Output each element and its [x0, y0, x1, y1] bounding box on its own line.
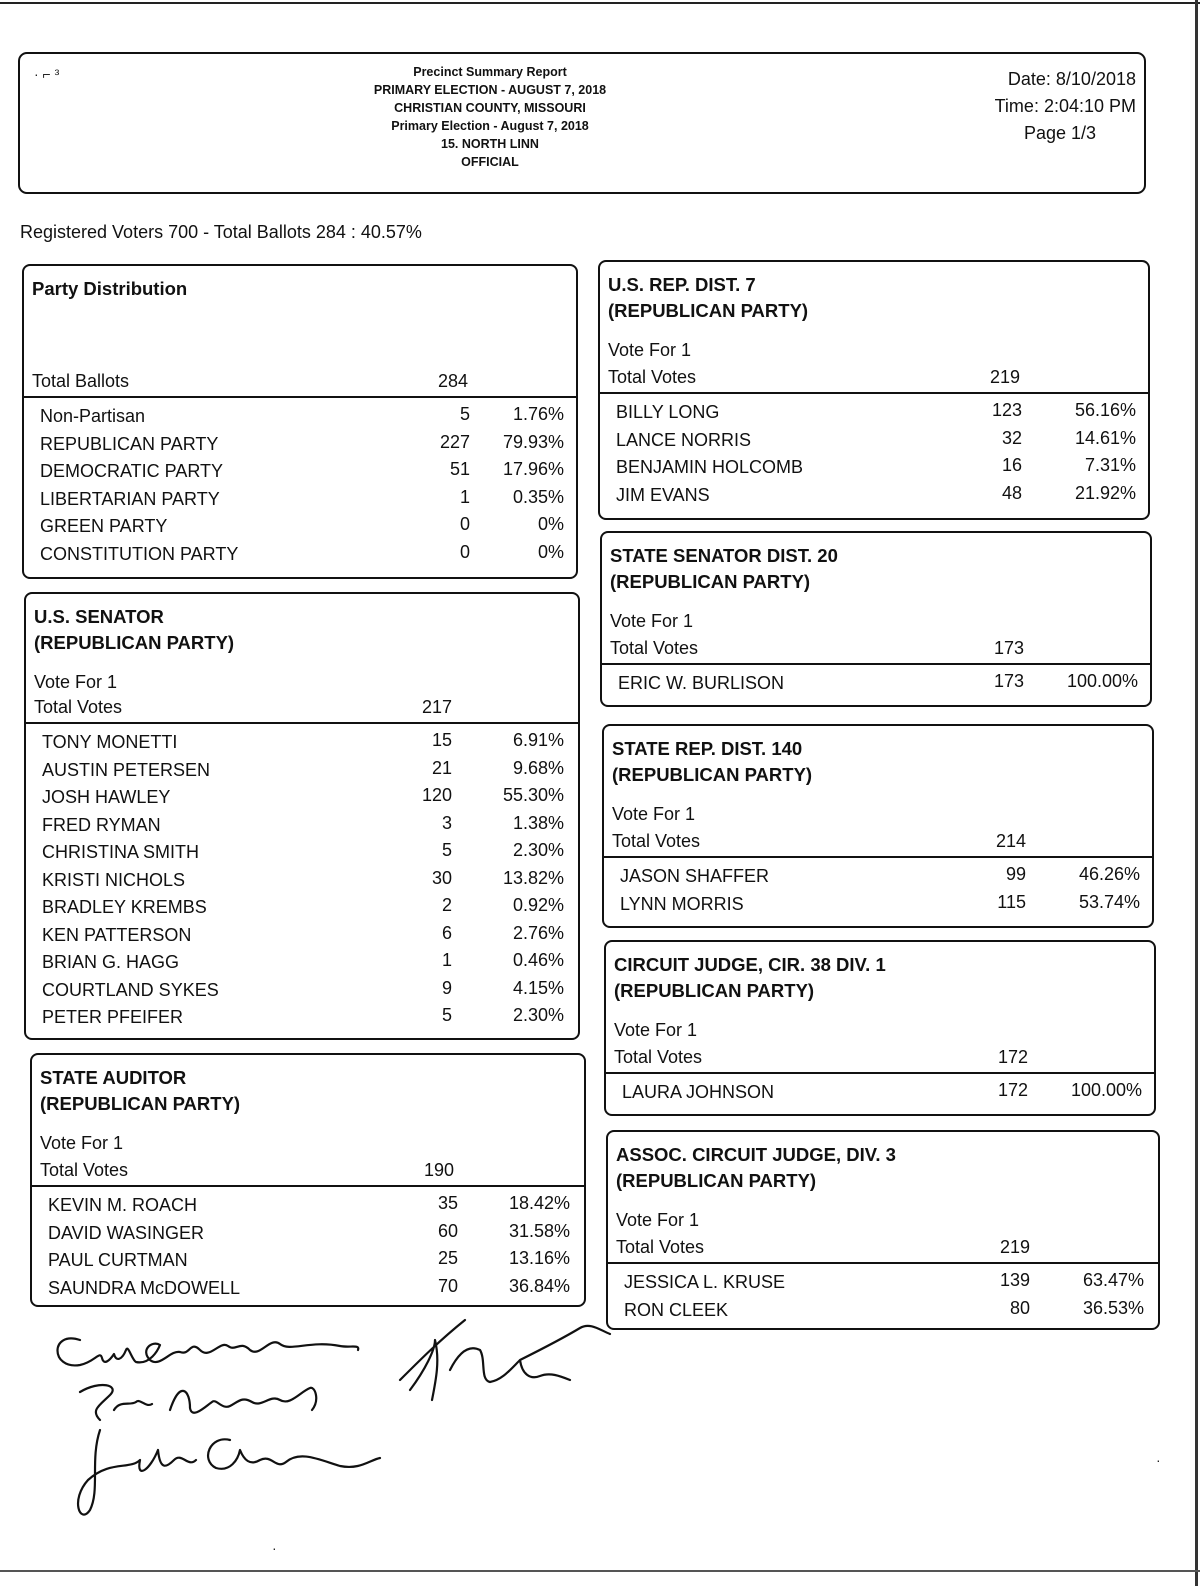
table-row	[26, 840, 578, 868]
candidate-percent: 2.30%	[512, 840, 564, 860]
table-row	[604, 892, 1152, 920]
table-row	[26, 813, 578, 841]
vote-for-label: Vote For 1	[608, 340, 692, 360]
candidate-percent: 56.16%	[1074, 400, 1136, 420]
table-row	[26, 895, 578, 923]
candidate-percent: 55.30%	[502, 785, 564, 805]
us-senator-header	[26, 594, 578, 724]
signature-2	[80, 1385, 316, 1420]
candidate-name: LANCE NORRIS	[616, 429, 752, 450]
candidate-votes: 80	[1009, 1297, 1030, 1318]
total-votes-value: 173	[993, 638, 1024, 658]
candidate-name: LAURA JOHNSON	[622, 1082, 775, 1102]
us-senator-box	[24, 592, 580, 1040]
state-rep-rows	[604, 858, 1152, 919]
candidate-percent: 7.31%	[1084, 455, 1136, 475]
table-row	[600, 400, 1148, 428]
party-distribution-title: Party Distribution	[32, 278, 188, 299]
candidate-votes: 115	[997, 891, 1026, 912]
us-rep-box	[598, 260, 1150, 520]
row-percent: 0.35%	[512, 486, 564, 507]
candidate-percent: 36.84%	[508, 1275, 570, 1296]
party-distribution-box	[22, 264, 578, 579]
table-row	[602, 671, 1150, 699]
candidate-name: TONY MONETTI	[42, 732, 178, 752]
precinct-name: 15. NORTH LINN	[441, 137, 539, 151]
table-row	[600, 483, 1148, 511]
contest-party-line: (REPUBLICAN PARTY)	[34, 632, 235, 653]
table-row	[26, 868, 578, 896]
vote-for-label: Vote For 1	[616, 1210, 700, 1230]
row-votes: 1	[459, 486, 470, 507]
total-votes-label: Total Votes	[614, 1047, 703, 1067]
candidate-percent: 100.00%	[1070, 1080, 1142, 1100]
total-votes-label: Total Votes	[610, 638, 699, 658]
party-distribution-rows	[24, 398, 576, 569]
row-name: GREEN PARTY	[40, 516, 168, 536]
row-percent: 0%	[537, 541, 564, 562]
table-row	[26, 978, 578, 1006]
table-row	[608, 1298, 1158, 1326]
contest-title	[614, 952, 886, 1004]
state-senator-header	[602, 533, 1150, 665]
candidate-votes: 30	[431, 867, 452, 888]
contest-party-line: (REPUBLICAN PARTY)	[40, 1093, 241, 1114]
table-row	[26, 730, 578, 758]
signature-4	[400, 1320, 610, 1400]
page-edge-bottom	[0, 1570, 1200, 1572]
table-row	[24, 514, 576, 542]
candidate-percent: 2.30%	[512, 1005, 564, 1025]
signature-1	[58, 1338, 359, 1365]
us-rep-rows	[600, 394, 1148, 510]
candidate-votes: 1	[441, 950, 452, 970]
row-votes: 5	[459, 404, 470, 424]
table-row	[608, 1270, 1158, 1298]
candidate-name: COURTLAND SYKES	[42, 979, 219, 1000]
circuit-judge-rows	[606, 1074, 1154, 1108]
candidate-percent: 53.74%	[1078, 891, 1140, 912]
row-votes: 227	[439, 431, 470, 452]
table-row	[32, 1221, 584, 1249]
vote-for-label: Vote For 1	[34, 672, 118, 692]
row-votes: 51	[449, 459, 470, 479]
row-name: CONSTITUTION PARTY	[40, 543, 239, 564]
total-votes-label: Total Votes	[40, 1160, 129, 1180]
table-row	[26, 950, 578, 978]
state-rep-header	[604, 726, 1152, 858]
candidate-percent: 0.92%	[512, 895, 564, 915]
table-row	[24, 487, 576, 515]
contest-party-line: (REPUBLICAN PARTY)	[614, 980, 815, 1001]
total-votes-value: 219	[999, 1237, 1030, 1257]
table-row	[26, 923, 578, 951]
table-row	[600, 455, 1148, 483]
candidate-votes: 5	[441, 1005, 452, 1025]
total-votes-label: Total Votes	[612, 831, 701, 851]
candidate-name: JIM EVANS	[616, 484, 710, 505]
table-row	[32, 1248, 584, 1276]
signature-3	[78, 1430, 380, 1515]
candidate-percent: 18.42%	[508, 1193, 570, 1213]
total-votes-value: 217	[421, 697, 452, 717]
state-senator-rows	[602, 665, 1150, 699]
total-votes-value: 172	[997, 1047, 1028, 1067]
candidate-name: LYNN MORRIS	[620, 893, 744, 914]
row-votes: 0	[459, 541, 470, 562]
state-auditor-header	[32, 1055, 584, 1187]
total-votes-value: 214	[995, 831, 1026, 851]
candidate-name: KRISTI NICHOLS	[42, 869, 186, 890]
election-name: PRIMARY ELECTION - AUGUST 7, 2018	[373, 83, 607, 97]
candidate-votes: 9	[441, 977, 452, 998]
row-name: LIBERTARIAN PARTY	[40, 488, 220, 509]
contest-title-line: STATE AUDITOR	[40, 1067, 187, 1088]
total-ballots-label: Total Ballots	[32, 371, 130, 391]
total-votes-label: Total Votes	[616, 1237, 705, 1257]
row-percent: 17.96%	[502, 459, 564, 479]
candidate-percent: 46.26%	[1078, 864, 1140, 884]
candidate-name: BRADLEY KREMBS	[42, 897, 207, 917]
assoc-judge-box	[606, 1130, 1160, 1330]
candidate-name: AUSTIN PETERSEN	[42, 759, 211, 780]
contest-party-line: (REPUBLICAN PARTY)	[610, 571, 811, 592]
table-row	[26, 758, 578, 786]
contest-title	[616, 1142, 896, 1194]
contest-title-line: CIRCUIT JUDGE, CIR. 38 DIV. 1	[614, 954, 886, 975]
candidate-percent: 9.68%	[512, 757, 564, 778]
candidate-votes: 120	[421, 785, 452, 805]
row-votes: 0	[459, 514, 470, 534]
candidate-name: JOSH HAWLEY	[42, 787, 171, 807]
contest-title-line: STATE REP. DIST. 140	[612, 738, 803, 759]
table-row	[32, 1193, 584, 1221]
stray-mark: ·	[272, 1540, 277, 1556]
assoc-judge-header	[608, 1132, 1158, 1264]
table-row	[606, 1080, 1154, 1108]
stray-mark: · ⌐ ³	[34, 66, 60, 82]
total-votes-value: 190	[423, 1160, 454, 1180]
report-time: Time: 2:04:10 PM	[994, 96, 1136, 116]
us-senator-rows	[26, 724, 578, 1033]
state-rep-box	[602, 724, 1154, 928]
row-name: Non-Partisan	[40, 406, 146, 426]
vote-for-label: Vote For 1	[614, 1020, 698, 1040]
candidate-name: KEVIN M. ROACH	[48, 1195, 198, 1215]
candidate-percent: 21.92%	[1074, 482, 1136, 503]
table-row	[26, 1005, 578, 1033]
candidate-name: BILLY LONG	[616, 402, 720, 422]
candidate-name: JESSICA L. KRUSE	[624, 1272, 786, 1292]
row-name: DEMOCRATIC PARTY	[40, 461, 224, 481]
table-row	[600, 428, 1148, 456]
vote-for-label: Vote For 1	[612, 804, 696, 824]
candidate-percent: 13.16%	[508, 1248, 570, 1268]
candidate-name: PAUL CURTMAN	[48, 1250, 188, 1270]
candidate-name: ERIC W. BURLISON	[618, 673, 785, 693]
report-title-block	[300, 63, 680, 171]
candidate-name: JASON SHAFFER	[620, 866, 770, 886]
us-rep-header	[600, 262, 1148, 394]
circuit-judge-box	[604, 940, 1156, 1116]
report-date: Date: 8/10/2018	[1007, 69, 1136, 89]
official-label: OFFICIAL	[461, 155, 519, 169]
table-row	[24, 459, 576, 487]
total-votes-label: Total Votes	[608, 367, 697, 387]
row-percent: 0%	[537, 514, 564, 534]
candidate-name: RON CLEEK	[624, 1299, 729, 1320]
candidate-percent: 6.91%	[512, 730, 564, 750]
candidate-votes: 123	[991, 400, 1022, 420]
report-header	[18, 52, 1146, 194]
candidate-votes: 5	[441, 840, 452, 860]
candidate-name: DAVID WASINGER	[48, 1222, 205, 1243]
candidate-votes: 2	[441, 895, 452, 915]
candidate-votes: 48	[1001, 482, 1022, 503]
candidate-name: PETER PFEIFER	[42, 1007, 184, 1027]
candidate-percent: 2.76%	[512, 922, 564, 943]
candidate-votes: 3	[441, 812, 452, 833]
candidate-votes: 70	[437, 1275, 458, 1296]
contest-title-line: ASSOC. CIRCUIT JUDGE, DIV. 3	[616, 1144, 896, 1165]
row-percent: 79.93%	[502, 431, 564, 452]
candidate-votes: 172	[997, 1080, 1028, 1100]
candidate-percent: 100.00%	[1066, 671, 1138, 691]
candidate-votes: 99	[1005, 864, 1026, 884]
contest-party-line: (REPUBLICAN PARTY)	[616, 1170, 817, 1191]
candidate-percent: 13.82%	[502, 867, 564, 888]
candidate-percent: 0.46%	[512, 950, 564, 970]
contest-title-line: U.S. SENATOR	[34, 606, 164, 627]
page-number: Page 1/3	[1023, 123, 1096, 143]
contest-title-line: STATE SENATOR DIST. 20	[610, 545, 838, 566]
report-title: Precinct Summary Report	[413, 65, 567, 79]
candidate-name: BRIAN G. HAGG	[42, 952, 180, 972]
candidate-percent: 36.53%	[1082, 1297, 1144, 1318]
candidate-percent: 31.58%	[508, 1220, 570, 1241]
candidate-percent: 14.61%	[1074, 427, 1136, 448]
candidate-name: BENJAMIN HOLCOMB	[616, 457, 804, 477]
candidate-votes: 25	[437, 1248, 458, 1268]
candidate-votes: 15	[431, 730, 452, 750]
state-auditor-rows	[32, 1187, 584, 1303]
table-row	[24, 542, 576, 570]
assoc-judge-rows	[608, 1264, 1158, 1325]
candidate-votes: 60	[437, 1220, 458, 1241]
table-row	[26, 785, 578, 813]
election-subtitle: Primary Election - August 7, 2018	[391, 119, 589, 133]
page-edge-right	[1195, 0, 1198, 1586]
row-percent: 1.76%	[512, 404, 564, 424]
page-edge-top	[0, 2, 1200, 4]
contest-title-line: U.S. REP. DIST. 7	[608, 274, 756, 295]
table-row	[24, 404, 576, 432]
contest-title	[610, 543, 838, 595]
candidate-name: CHRISTINA SMITH	[42, 842, 200, 862]
candidate-percent: 1.38%	[512, 812, 564, 833]
state-senator-box	[600, 531, 1152, 707]
contest-title	[34, 604, 234, 656]
vote-for-label: Vote For 1	[610, 611, 694, 631]
candidate-name: SAUNDRA McDOWELL	[48, 1277, 241, 1298]
total-votes-label: Total Votes	[34, 697, 123, 717]
report-meta	[995, 66, 1136, 147]
total-ballots-value: 284	[437, 371, 468, 391]
candidate-votes: 6	[441, 922, 452, 943]
candidate-votes: 32	[1001, 427, 1022, 448]
candidate-votes: 173	[993, 671, 1024, 691]
table-row	[604, 864, 1152, 892]
table-row	[24, 432, 576, 460]
handwritten-signatures	[40, 1310, 640, 1540]
circuit-judge-header	[606, 942, 1154, 1074]
total-votes-value: 219	[989, 367, 1020, 387]
contest-party-line: (REPUBLICAN PARTY)	[608, 300, 809, 321]
stray-mark: ·	[1156, 1452, 1161, 1468]
contest-title	[612, 736, 812, 788]
party-distribution-header	[24, 266, 576, 398]
candidate-votes: 35	[437, 1193, 458, 1213]
table-row	[32, 1276, 584, 1304]
candidate-votes: 21	[431, 757, 452, 778]
contest-party-line: (REPUBLICAN PARTY)	[612, 764, 813, 785]
row-name: REPUBLICAN PARTY	[40, 433, 219, 454]
county-name: CHRISTIAN COUNTY, MISSOURI	[394, 101, 586, 115]
candidate-percent: 4.15%	[512, 977, 564, 998]
candidate-votes: 16	[1001, 455, 1022, 475]
contest-title	[40, 1065, 240, 1117]
vote-for-label: Vote For 1	[40, 1133, 124, 1153]
candidate-name: FRED RYMAN	[42, 814, 161, 835]
registered-voters-summary: Registered Voters 700 - Total Ballots 284 : 40.57%	[20, 222, 422, 242]
candidate-name: KEN PATTERSON	[42, 924, 192, 945]
contest-title	[608, 272, 808, 324]
candidate-percent: 63.47%	[1082, 1270, 1144, 1290]
candidate-votes: 139	[999, 1270, 1030, 1290]
state-auditor-box	[30, 1053, 586, 1307]
